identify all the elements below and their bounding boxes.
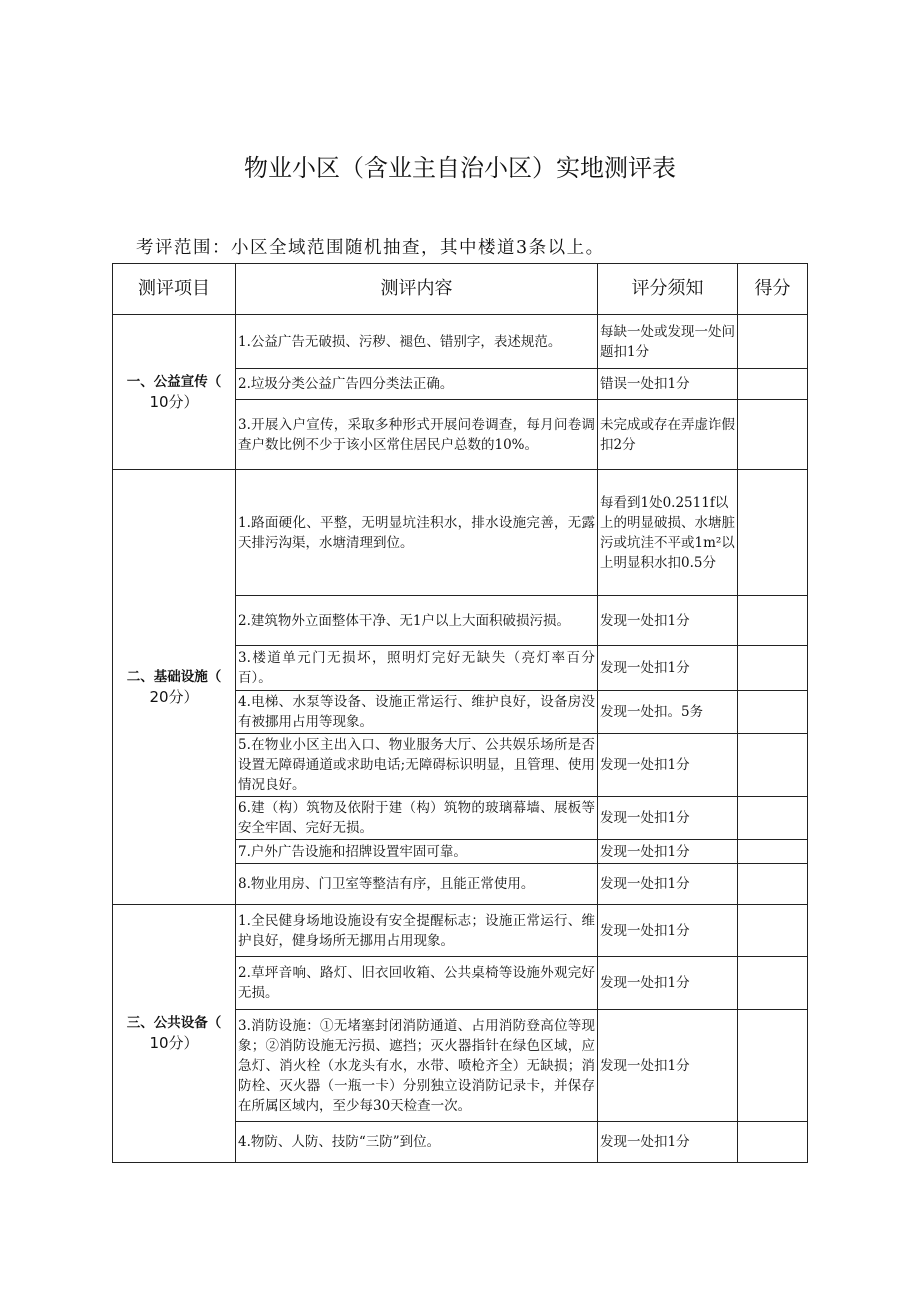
section-public-equipment [113,905,236,1163]
content-cell: 6.建（构）筑物及依附于建（构）筑物的玻璃幕墙、展板等安全牢固、完好无损。 [236,797,598,840]
table-header-row [113,264,808,315]
section-name: 二、基础设施（ [126,668,222,685]
rule-cell: 发现一处扣1分 [598,864,738,905]
content-cell: 2.建筑物外立面整体干净、无1户以上大面积破损污损。 [236,596,598,646]
score-cell[interactable] [738,470,808,596]
table-row [113,905,808,957]
content-cell: 4.电梯、水泵等设备、设施正常运行、维护良好，设备房没有被挪用占用等现象。 [236,691,598,734]
section-infrastructure [113,470,236,905]
score-cell[interactable] [738,1010,808,1122]
rule-cell: 发现一处扣。5务 [598,691,738,734]
score-cell[interactable] [738,596,808,646]
evaluation-scope: 考评范围：小区全域范围随机抽查，其中楼道3条以上。 [136,238,605,258]
rule-cell: 发现一处扣1分 [598,957,738,1010]
content-cell: 2.草坪音响、路灯、旧衣回收箱、公共桌椅等设施外观完好无损。 [236,957,598,1010]
table-row [113,470,808,596]
score-cell[interactable] [738,400,808,470]
score-cell[interactable] [738,646,808,691]
score-cell[interactable] [738,734,808,797]
content-cell: 3.消防设施：①无堵塞封闭消防通道、占用消防登高位等现象；②消防设施无污损、遮挡；灭火器指针在绿色区域，应急灯、消火栓（水龙头有水，水带、喷枪齐全）无缺损；消防栓、灭火器（一瓶一卡）分别独立设消防记录卡，并保存在所属区域内，至少每30天检查一次。 [236,1010,598,1122]
content-cell: 1.路面硬化、平整，无明显坑洼积水，排水设施完善，无露天排污沟渠，水塘清理到位。 [236,470,598,596]
rule-cell: 发现一处扣1分 [598,1122,738,1163]
content-cell: 8.物业用房、门卫室等整洁有序，且能正常使用。 [236,864,598,905]
score-cell[interactable] [738,691,808,734]
score-cell[interactable] [738,840,808,864]
header-score: 得分 [738,264,808,315]
header-content: 测评内容 [236,264,598,315]
score-cell[interactable] [738,864,808,905]
score-cell[interactable] [738,1122,808,1163]
rule-cell: 错误一处扣1分 [598,369,738,400]
rule-cell: 发现一处扣1分 [598,905,738,957]
content-cell: 1.全民健身场地设施设有安全提醒标志；设施正常运行、维护良好，健身场所无挪用占用现象。 [236,905,598,957]
header-item: 测评项目 [113,264,236,315]
score-cell[interactable] [738,315,808,369]
rule-cell: 每看到1处0.2511f以上的明显破损、水塘脏污或坑洼不平或1m²以上明显积水扣0.5分 [598,470,738,596]
page-title: 物业小区（含业主自治小区）实地测评表 [244,154,676,182]
rule-cell: 每缺一处或发现一处问题扣1分 [598,315,738,369]
rule-cell: 发现一处扣1分 [598,840,738,864]
content-cell: 4.物防、人防、技防“三防”到位。 [236,1122,598,1163]
rule-cell: 发现一处扣1分 [598,797,738,840]
section-name: 一、公益宣传（ [126,373,222,390]
score-cell[interactable] [738,905,808,957]
section-points: 20分） [149,687,199,706]
rule-cell: 发现一处扣1分 [598,1010,738,1122]
evaluation-table [112,263,808,1163]
table-row [113,315,808,369]
section-publicity [113,315,236,470]
content-cell: 3.开展入户宣传，采取多种形式开展问卷调查，每月问卷调查户数比例不少于该小区常住居民户总数的10%。 [236,400,598,470]
content-cell: 3.楼道单元门无损坏，照明灯完好无缺失（亮灯率百分百）。 [236,646,598,691]
section-name: 三、公共设备（ [126,1015,222,1031]
section-points: 10分） [149,1034,199,1052]
section-points: 10分） [149,392,199,411]
content-cell: 7.户外广告设施和招牌设置牢固可靠。 [236,840,598,864]
rule-cell: 发现一处扣1分 [598,596,738,646]
score-cell[interactable] [738,797,808,840]
rule-cell: 发现一处扣1分 [598,646,738,691]
content-cell: 5.在物业小区主出入口、物业服务大厅、公共娱乐场所是否设置无障碍通道或求助电话;无障碍标识明显，且管理、使用情况良好。 [236,734,598,797]
rule-cell: 未完成或存在弄虚诈假扣2分 [598,400,738,470]
score-cell[interactable] [738,957,808,1010]
content-cell: 2.垃圾分类公益广告四分类法正确。 [236,369,598,400]
content-cell: 1.公益广告无破损、污秽、褪色、错别字，表述规范。 [236,315,598,369]
header-rule: 评分须知 [598,264,738,315]
score-cell[interactable] [738,369,808,400]
rule-cell: 发现一处扣1分 [598,734,738,797]
